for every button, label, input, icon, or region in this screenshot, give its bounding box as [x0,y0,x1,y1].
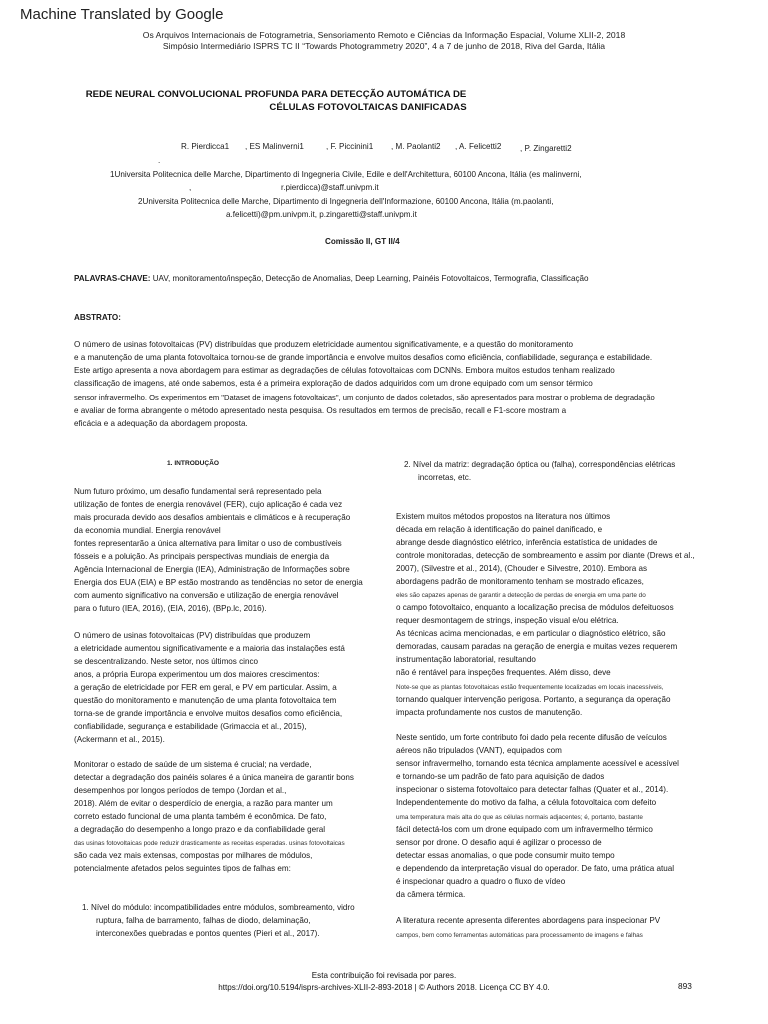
body-line-small: campos, bem como ferramentas automáticas para processamento de imagens e falhas [396,932,643,939]
author: R. Pierdicca1 [181,142,230,151]
list-item: 1. Nível do módulo: incompatibilidades entre módulos, sombreamento, vidro [82,903,355,912]
affiliation-email: a.felicetti)@pm.univpm.it, p.zingaretti@staff.univpm.it [226,210,417,219]
keywords-text: UAV, monitoramento/inspeção, Detecção de Anomalias, Deep Learning, Painéis Fotovoltaicos, Termografia, Classificação [150,274,589,283]
author: , F. Piccinini1 [326,142,374,151]
affiliation-email: r.pierdicca)@staff.univpm.it [281,183,379,192]
machine-translation-banner: Machine Translated by Google [20,6,224,23]
body-line: instrumentação laboratorial, resultando [396,655,536,664]
body-line: (Ackermann et al., 2015). [74,735,165,744]
body-line: As técnicas acima mencionadas, e em particular o diagnóstico elétrico, são [396,629,666,638]
body-line: mais procurada devido aos desafios ambientais e climáticos e à recuperação [74,513,351,522]
abstract-line: e avaliar de forma abrangente o método apresentado nesta pesquisa. Os resultados em termos de precisão, recall e F1-score mostram a [74,406,567,415]
body-line: a geração de eletricidade por FER em geral, e PV em particular. Assim, a [74,683,337,692]
body-line: fósseis e a poluição. As principais perspectivas mundiais de energia da [74,552,330,561]
body-line: a degradação do desempenho a longo prazo e da confiabilidade geral [74,825,326,834]
page-number: 893 [678,981,692,991]
body-line: Independentemente do motivo da falha, a célula fotovoltaica com defeito [396,798,657,807]
body-line-small: das usinas fotovoltaicas pode reduzir drasticamente as receitas esperadas. usinas fotovoltaicas [74,840,345,847]
body-line: Monitorar o estado de saúde de um sistema é crucial; na verdade, [74,760,312,769]
body-line: Agência Internacional de Energia (IEA), Administração de Informações sobre [74,565,350,574]
keywords-label: PALAVRAS-CHAVE: [74,274,151,283]
body-line: e tornando-se um padrão de fato para aquisição de dados [396,772,605,781]
list-item: 2. Nível da matriz: degradação óptica ou (falha), correspondências elétricas [404,460,676,469]
body-line: se descentralizando. Neste setor, nos últimos cinco [74,657,259,666]
section-heading: 1. INTRODUÇÃO [167,460,220,467]
body-line: requer desmontagem de strings, inspeção visual e/ou elétrica. [396,616,619,625]
body-line: questão do monitoramento e manutenção de uma planta fotovoltaica tem [74,696,337,705]
body-line: aéreos não tripulados (VANT), equipados com [396,746,562,755]
doi-license-line: https://doi.org/10.5194/isprs-archives-XLII-2-893-2018 | © Authors 2018. Licença CC BY 4.0. [218,983,550,992]
body-line: da câmera térmica. [396,890,466,899]
commission: Comissão II, GT II/4 [325,237,400,246]
list-item-cont: interconexões quebradas e pontos quentes (Pieri et al., 2017). [96,929,320,938]
body-line: utilização de fontes de energia renovável (FER), cujo aplicação é cada vez [74,500,343,509]
body-line: detectar a degradação dos painéis solares é a única maneira de garantir bons [74,773,354,782]
body-line: Neste sentido, um forte contributo foi dado pela recente difusão de veículos [396,733,667,742]
affiliation-line: 1Universita Politecnica delle Marche, Dipartimento di Ingegneria Civile, Edile e dell'Architettura, 60100 Ancona, Itália (es malinverni, [110,170,582,179]
abstract-line: e a manutenção de uma planta fotovoltaica tornou-se de grande importância e envolve muitos desafios como eficiência, confiabilidade, segurança e estabilidade. [74,353,653,362]
keywords [74,274,589,284]
body-line-small: uma temperatura mais alta do que as células normais adjacentes; é, portanto, bastante [396,814,643,821]
affiliation-line: 2Universita Politecnica delle Marche, Dipartimento di Ingegneria dell'Informazione, 60100 Ancona, Itália (m.paolanti, [138,197,554,206]
body-line: anos, a própria Europa experimentou um dos maiores crescimentos: [74,670,320,679]
body-line: sensor infravermelho, tornando esta técnica amplamente acessível e acessível [396,759,679,768]
abstract-heading: ABSTRATO: [74,313,121,322]
body-line: fácil detectá-los com um drone equipado com um infravermelho térmico [396,825,653,834]
author: , P. Zingaretti2 [520,144,572,153]
body-line: e dependendo da interpretação visual do operador. De fato, uma prática atual [396,864,675,873]
body-line: A literatura recente apresenta diferentes abordagens para inspecionar PV [396,916,661,925]
body-line: Existem muitos métodos propostos na literatura nos últimos [396,512,611,521]
body-line: O número de usinas fotovoltaicas (PV) distribuídas que produzem [74,631,311,640]
paper-title-line: REDE NEURAL CONVOLUCIONAL PROFUNDA PARA DETECÇÃO AUTOMÁTICA DE [85,89,467,100]
journal-header-line: Os Arquivos Internacionais de Fotogrametria, Sensoriamento Remoto e Ciências da Informação Espacial, Volume XLII-2, 2018 [142,30,626,40]
body-line: sensor por drone. O desafio aqui é agilizar o processo de [396,838,602,847]
list-item-cont: ruptura, falha de barramento, falhas de diodo, delaminação, [96,916,311,925]
peer-review-note: Esta contribuição foi revisada por pares. [311,971,457,980]
body-line-small: eles são capazes apenas de garantir a detecção de perdas de energia em uma parte do [396,592,646,599]
body-line: Energia dos EUA (EIA) e BP estão mostrando as tendências no setor de energia [74,578,363,587]
body-line: a eletricidade aumentou significativamente e a maioria das instalações está [74,644,345,653]
body-line: são cada vez mais extensas, compostas por milhares de módulos, [74,851,313,860]
body-line-small: Note-se que as plantas fotovoltaicas estão frequentemente localizadas em locais inacessíveis, [396,684,664,691]
body-line: da economia mundial. Energia renovável [74,526,221,535]
list-item-cont: incorretas, etc. [418,473,472,482]
body-line: correto estado funcional de uma planta também é econômica. De fato, [74,812,327,821]
paper-title-line: CÉLULAS FOTOVOLTAICAS DANIFICADAS [269,102,467,113]
body-line: inspecionar o sistema fotovoltaico para detectar falhas (Quater et al., 2014). [396,785,669,794]
stray-dot: . [158,156,161,165]
body-line: desempenhos por longos períodos de tempo (Jordan et al., [74,786,287,795]
body-line: demoradas, causam paradas na geração de energia e muitas vezes requerem [396,642,678,651]
author: , M. Paolanti2 [391,142,441,151]
affiliation-punct: , [189,183,192,192]
body-line: detectar essas anomalias, o que pode consumir muito tempo [396,851,615,860]
author: , A. Felicetti2 [455,142,502,151]
body-line: Num futuro próximo, um desafio fundamental será representado pela [74,487,322,496]
body-line: controle monitoradas, detecção de sombreamento e assim por diante (Drews et al., [396,551,695,560]
body-line: potencialmente afetados pelos seguintes tipos de falhas em: [74,864,291,873]
body-line: década em relação à identificação do painel danificado, e [396,525,603,534]
body-line: o campo fotovoltaico, enquanto a localização precisa de módulos defeituosos [396,603,674,612]
body-line: tornando qualquer intervenção perigosa. Portanto, a segurança da operação [396,695,671,704]
body-line: torna-se de grande importância e envolve muitos desafios como eficiência, [74,709,343,718]
body-line: fontes representarão a única alternativa para limitar o uso de combustíveis [74,539,342,548]
abstract-line: sensor infravermelho. Os experimentos em "Dataset de imagens fotovoltaicas", um conjunto de dados coletados, são apresentados para mostrar o problema de degradação [74,393,655,402]
body-line: com aumento significativo na conversão e utilização de energia renovável [74,591,339,600]
symposium-header-line: Simpósio Intermediário ISPRS TC II “Towards Photogrammetry 2020”, 4 a 7 de junho de 2018, Riva del Garda, Itália [162,41,606,51]
body-line: confiabilidade, segurança e estabilidade (Grimaccia et al., 2015), [74,722,307,731]
body-line: impacta profundamente nos custos de manutenção. [396,708,583,717]
abstract-line: eficácia e a adequação da abordagem proposta. [74,419,248,428]
abstract-line: classificação de imagens, até onde sabemos, esta é a primeira exploração de dados adquiridos com um drone equipado com um sensor térmico [74,379,593,388]
abstract-line: O número de usinas fotovoltaicas (PV) distribuídas que produzem eletricidade aumentou significativamente, e a questão do monitoramento [74,340,573,349]
body-line: 2007), (Silvestre et al., 2014), (Chouder e Silvestre, 2010). Embora as [396,564,648,573]
body-line: não é rentável para inspeções frequentes. Além disso, deve [396,668,611,677]
body-line: é inspecionar quadro a quadro o fluxo de vídeo [396,877,566,886]
body-line: para o futuro (IEA, 2016), (EIA, 2016), (BPp.lc, 2016). [74,604,267,613]
body-line: 2018). Além de evitar o desperdício de energia, a razão para manter um [74,799,333,808]
body-line: abrange desde diagnóstico elétrico, inferência estatística de unidades de [396,538,658,547]
abstract-line: Este artigo apresenta a nova abordagem para estimar as degradações de células fotovoltaicas com DCNNs. Embora muitos estudos tenham realizado [74,366,615,375]
author: , ES Malinverni1 [245,142,304,151]
body-line: abordagens padrão de monitoramento tenham se mostrado eficazes, [396,577,644,586]
